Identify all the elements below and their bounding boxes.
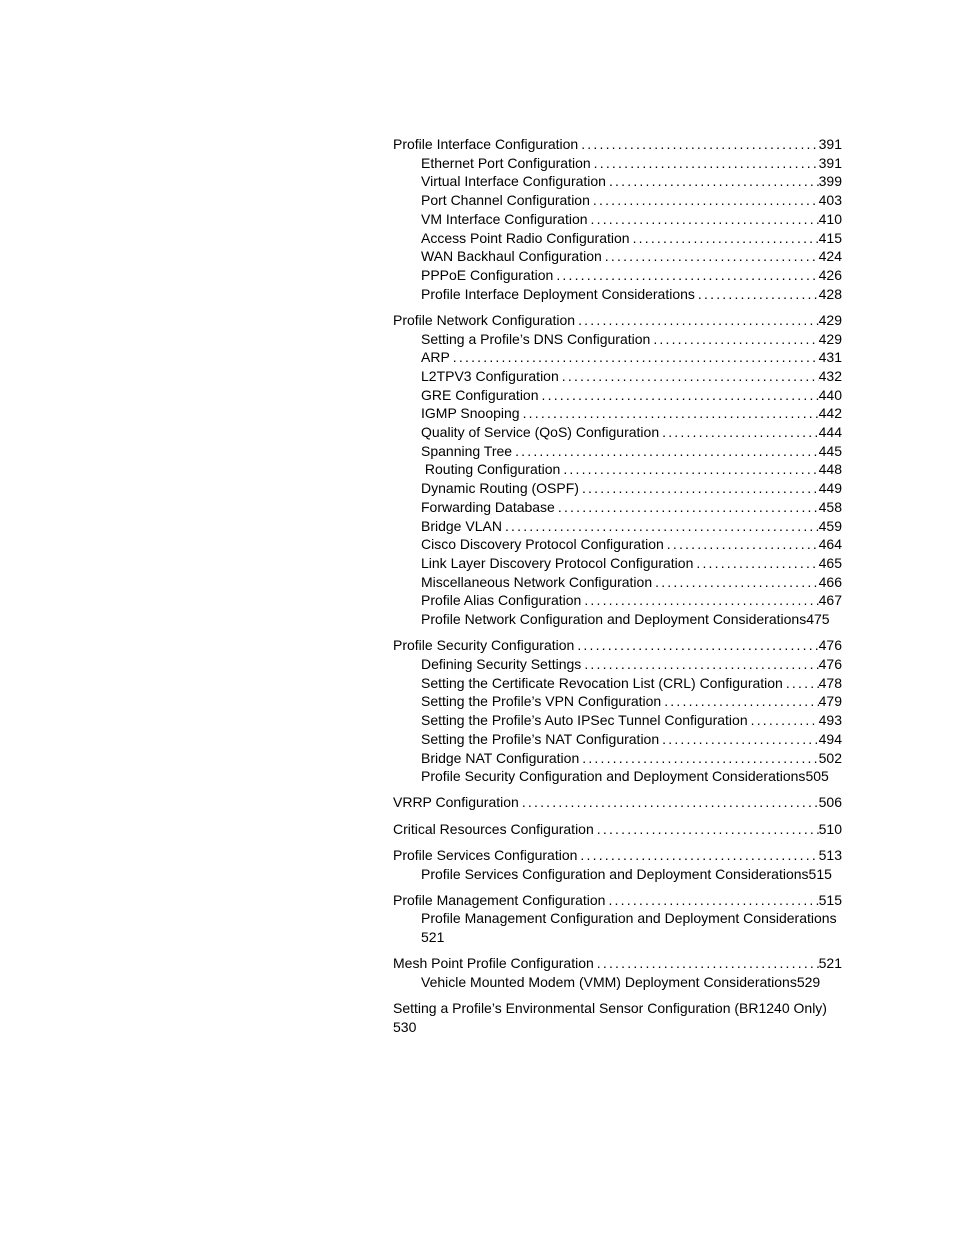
toc-entry-title: Setting the Profile’s NAT Configuration — [421, 730, 660, 747]
toc-subentry[interactable] — [393, 479, 842, 498]
toc-entry-page: 475 — [806, 611, 830, 628]
dot-leader — [783, 674, 819, 693]
toc-subentry[interactable] — [393, 535, 842, 554]
toc-entry-page: 464 — [818, 536, 842, 553]
toc-subentry[interactable] — [393, 154, 842, 173]
toc-entry-page: 476 — [818, 655, 842, 672]
toc-entry-title: Forwarding Database — [421, 498, 555, 515]
toc-entry-title: Profile Interface Deployment Considerations — [421, 285, 695, 302]
dot-leader — [559, 367, 819, 386]
toc-entry-page: 448 — [818, 461, 842, 478]
toc-entry[interactable] — [393, 311, 842, 330]
toc-entry-page: 493 — [818, 712, 842, 729]
toc-entry-title: Profile Security Configuration — [393, 637, 575, 654]
toc-subentry[interactable] — [393, 749, 842, 768]
dot-leader — [575, 311, 819, 330]
toc-entry-title: Miscellaneous Network Configuration — [421, 573, 653, 590]
toc-entry-page: 515 — [808, 865, 832, 882]
toc-entry-title: Critical Resources Configuration — [393, 820, 594, 837]
toc-entry-page: 445 — [818, 442, 842, 459]
toc-subentry[interactable] — [393, 674, 842, 693]
toc-subentry[interactable] — [393, 367, 842, 386]
dot-leader — [591, 154, 819, 173]
toc-entry-title: Cisco Discovery Protocol Configuration — [421, 536, 664, 553]
dot-leader — [519, 793, 819, 812]
toc-entry-title: Port Channel Configuration — [421, 192, 590, 209]
toc-subentry[interactable] — [393, 711, 842, 730]
toc-subentry[interactable] — [393, 554, 842, 573]
toc-entry-page: 410 — [818, 210, 842, 227]
toc-entry-page: 476 — [818, 637, 842, 654]
dot-leader — [652, 573, 819, 592]
dot-leader — [588, 210, 819, 229]
toc-subentry[interactable] — [393, 210, 842, 229]
dot-leader — [594, 954, 819, 973]
toc-entry-page: 391 — [818, 136, 842, 152]
toc-entry-page: 465 — [818, 554, 842, 571]
dot-leader — [650, 330, 818, 349]
toc-entry-page: 426 — [818, 266, 842, 283]
dot-leader — [539, 386, 819, 405]
toc-entry-title: Vehicle Mounted Modem (VMM) Deployment Considerations — [421, 974, 797, 991]
toc-entry-page: 459 — [818, 517, 842, 534]
dot-leader — [659, 730, 819, 749]
toc-subentry[interactable] — [393, 610, 863, 629]
dot-leader — [581, 655, 818, 674]
toc-entry-title: Bridge VLAN — [421, 517, 502, 534]
toc-subentry[interactable] — [393, 404, 842, 423]
toc-entry-page: 513 — [818, 846, 842, 863]
toc-section-critical-resources — [393, 820, 863, 839]
dot-leader — [602, 247, 819, 266]
toc-subentry[interactable] — [393, 348, 842, 367]
toc-entry-page: 444 — [818, 424, 842, 441]
dot-leader — [590, 191, 819, 210]
toc-entry[interactable] — [393, 135, 842, 154]
dot-leader — [630, 229, 819, 248]
toc-entry-title: Profile Services Configuration — [393, 846, 578, 863]
toc-entry-page: 494 — [818, 730, 842, 747]
toc-entry-page: 529 — [796, 974, 821, 991]
toc-entry[interactable] — [393, 793, 842, 812]
toc-entry-title: VM Interface Configuration — [421, 210, 588, 227]
toc-entry-title: VRRP Configuration — [393, 794, 519, 811]
dot-leader — [560, 460, 818, 479]
dot-leader — [450, 348, 819, 367]
toc-subentry[interactable] — [393, 423, 842, 442]
toc-entry-title: Defining Security Settings — [421, 655, 582, 672]
toc-subentry[interactable] — [393, 266, 842, 285]
dot-leader — [512, 442, 819, 461]
toc-entry-page: 521 — [421, 929, 445, 946]
toc-entry-page: 403 — [818, 192, 842, 209]
toc-subentry[interactable] — [393, 386, 842, 405]
toc-entry-title: Profile Network Configuration and Deployment Considerations — [421, 611, 807, 628]
toc-entry-page: 440 — [818, 386, 842, 403]
toc-entry-title: Profile Interface Configuration — [393, 136, 579, 152]
toc-entry-page: 391 — [818, 154, 842, 171]
toc-entry-page: 432 — [818, 367, 842, 384]
toc-entry-title: Profile Security Configuration and Deployment Considerations — [421, 768, 806, 785]
toc-subentry[interactable] — [393, 573, 842, 592]
toc-section-vrrp — [393, 793, 863, 812]
toc-entry-title: PPPoE Configuration — [421, 266, 554, 283]
toc-entry-title: Virtual Interface Configuration — [421, 173, 606, 190]
toc-subentry[interactable] — [393, 172, 842, 191]
dot-leader — [520, 404, 819, 423]
toc-entry-page: 510 — [818, 820, 842, 837]
toc-entry-page: 424 — [818, 248, 842, 265]
dot-leader — [581, 591, 818, 610]
toc-entry[interactable] — [393, 891, 842, 910]
dot-leader — [693, 554, 818, 573]
toc-entry-page: 478 — [818, 674, 842, 691]
toc-entry-title: Profile Management Configuration — [393, 891, 606, 908]
dot-leader — [574, 636, 818, 655]
dot-leader — [748, 711, 819, 730]
toc-entry[interactable] — [393, 820, 842, 839]
toc-subentry[interactable] — [393, 767, 863, 786]
toc-entry-title: Dynamic Routing (OSPF) — [421, 480, 579, 497]
toc-entry-title: L2TPV3 Configuration — [421, 367, 559, 384]
dot-leader — [579, 479, 819, 498]
toc-subentry[interactable] — [393, 865, 863, 884]
toc-entry-title: Quality of Service (QoS) Configuration — [421, 424, 660, 441]
dot-leader — [606, 172, 819, 191]
toc-section-profile-services — [393, 846, 863, 883]
dot-leader — [555, 498, 819, 517]
toc-entry-page: 466 — [818, 573, 842, 590]
toc-subentry[interactable] — [393, 460, 842, 479]
toc-entry-title: Setting the Profile’s VPN Configuration — [421, 693, 662, 710]
dot-leader — [553, 266, 818, 285]
toc-entry-page: 515 — [818, 891, 842, 908]
dot-leader — [578, 135, 818, 154]
toc-subentry[interactable] — [393, 330, 842, 349]
toc-entry-title: Link Layer Discovery Protocol Configuration — [421, 554, 694, 571]
dot-leader — [661, 692, 818, 711]
toc-entry-title: Setting a Profile’s DNS Configuration — [421, 330, 651, 347]
toc-entry[interactable] — [393, 954, 842, 973]
toc-entry-title: Setting a Profile’s Environmental Sensor Configuration (BR1240 Only) — [393, 1000, 827, 1017]
toc-entry-page: 505 — [805, 768, 829, 785]
toc-entry-page: 530 — [393, 1018, 417, 1035]
toc-entry-title: Setting the Profile’s Auto IPSec Tunnel Configuration — [421, 712, 748, 729]
toc-entry[interactable] — [393, 999, 863, 1036]
toc-subentry[interactable] — [393, 909, 863, 946]
toc-entry-title: IGMP Snooping — [421, 405, 520, 422]
toc-entry-title: Access Point Radio Configuration — [421, 229, 630, 246]
toc-entry-page: 506 — [818, 794, 842, 811]
toc-entry-page: 429 — [818, 330, 842, 347]
toc-subentry[interactable] — [393, 730, 842, 749]
toc-entry-title: Routing Configuration — [421, 461, 561, 478]
toc-entry-title: WAN Backhaul Configuration — [421, 248, 602, 265]
toc-entry-page: 431 — [818, 349, 842, 366]
toc-entry-title: Ethernet Port Configuration — [421, 154, 591, 171]
toc-entry-title: Setting the Certificate Revocation List (CRL) Configuration — [421, 674, 783, 691]
toc-subentry[interactable] — [393, 247, 842, 266]
toc-subentry[interactable] — [393, 285, 842, 304]
toc-subentry[interactable] — [393, 229, 842, 248]
toc-entry-page: 415 — [818, 229, 842, 246]
toc-entry-page: 429 — [818, 311, 842, 328]
dot-leader — [695, 285, 819, 304]
toc-subentry[interactable] — [393, 591, 842, 610]
toc-entry-title: Mesh Point Profile Configuration — [393, 955, 594, 972]
dot-leader — [579, 749, 818, 768]
toc-section-profile-security — [393, 636, 863, 786]
toc-entry-title: Profile Management Configuration and Deployment Considerations — [421, 910, 837, 927]
toc-entry-title: Profile Network Configuration — [393, 311, 576, 328]
dot-leader — [664, 535, 819, 554]
toc-entry-page: 502 — [818, 749, 842, 766]
dot-leader — [594, 820, 819, 839]
toc-subentry[interactable] — [393, 973, 863, 992]
toc-subentry[interactable] — [393, 442, 842, 461]
toc-subentry[interactable] — [393, 692, 842, 711]
toc-entry-page: 442 — [818, 405, 842, 422]
dot-leader — [659, 423, 819, 442]
toc-section-mesh-point — [393, 954, 863, 991]
toc-entry-page: 428 — [818, 285, 842, 302]
toc-section-environmental-sensor — [393, 999, 863, 1036]
toc-entry-title: Bridge NAT Configuration — [421, 749, 580, 766]
toc-subentry[interactable] — [393, 655, 842, 674]
dot-leader — [502, 517, 819, 536]
toc-section-profile-network — [393, 311, 863, 629]
toc-entry-page: 458 — [818, 498, 842, 515]
toc-subentry[interactable] — [393, 517, 842, 536]
toc-entry-page: 449 — [818, 480, 842, 497]
toc-section-profile-interface — [393, 135, 863, 303]
table-of-contents — [393, 135, 863, 1044]
toc-entry-title: Profile Alias Configuration — [421, 592, 582, 609]
toc-entry[interactable] — [393, 846, 842, 865]
toc-entry-title: GRE Configuration — [421, 386, 539, 403]
toc-subentry[interactable] — [393, 498, 842, 517]
dot-leader — [605, 891, 818, 910]
toc-entry-title: Spanning Tree — [421, 442, 513, 459]
toc-entry-page: 479 — [818, 693, 842, 710]
toc-entry-page: 399 — [818, 173, 842, 190]
toc-subentry[interactable] — [393, 191, 842, 210]
toc-entry-page: 521 — [818, 955, 842, 972]
toc-section-profile-management — [393, 891, 863, 947]
toc-entry-title: Profile Services Configuration and Deployment Considerations — [421, 865, 809, 882]
toc-entry-title: ARP — [421, 349, 450, 366]
dot-leader — [577, 846, 818, 865]
toc-entry[interactable] — [393, 636, 842, 655]
toc-entry-page: 467 — [818, 592, 842, 609]
